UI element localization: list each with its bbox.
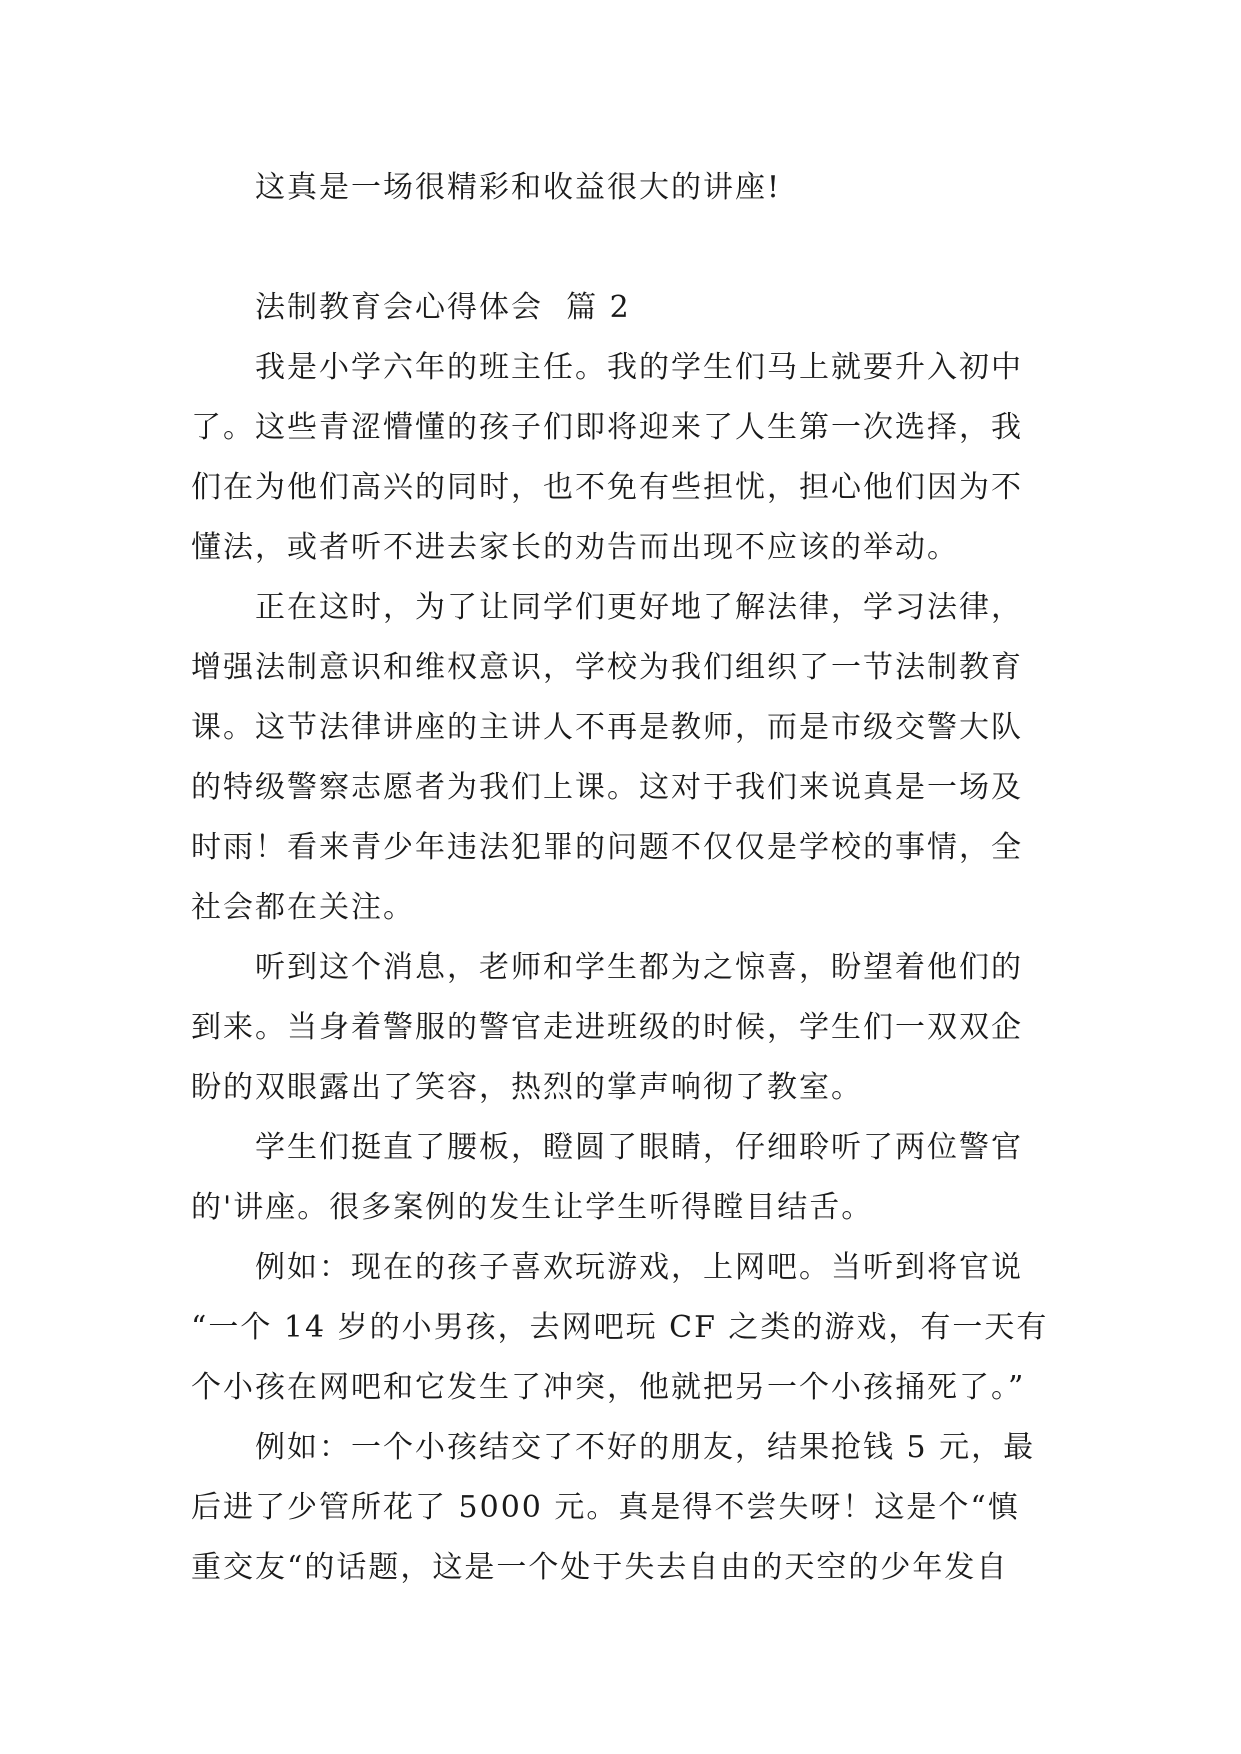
closing-sentence: 这真是一场很精彩和收益很大的讲座! [255, 170, 782, 205]
paragraph-2 [191, 578, 1051, 938]
document-body [191, 158, 1051, 1598]
paragraph-line: 重交友“的话题，这是一个处于失去自由的天空的少年发自 [191, 1550, 1009, 1585]
paragraph-line: 例如：现在的孩子喜欢玩游戏，上网吧。当听到将官说 [255, 1250, 1023, 1285]
paragraph-line: 我是小学六年的班主任。我的学生们马上就要升入初中 [255, 350, 1023, 385]
paragraph-line: “一个 14 岁的小男孩，去网吧玩 CF 之类的游戏，有一天有 [191, 1310, 1049, 1345]
paragraph-line: 社会都在关注。 [191, 890, 415, 925]
paragraph-line: 后进了少管所花了 5000 元。真是得不尝失呀！这是个“慎 [191, 1490, 1020, 1525]
paragraph-line: 的'讲座。很多案例的发生让学生听得瞠目结舌。 [191, 1190, 874, 1225]
blank-line [191, 218, 1051, 278]
paragraph-4 [191, 1118, 1051, 1238]
paragraph-line: 课。这节法律讲座的主讲人不再是教师，而是市级交警大队 [191, 710, 1023, 745]
paragraph-line: 时雨！看来青少年违法犯罪的问题不仅仅是学校的事情，全 [191, 830, 1023, 865]
paragraph-line: 懂法，或者听不进去家长的劝告而出现不应该的举动。 [191, 530, 959, 565]
paragraph-line: 们在为他们高兴的同时，也不免有些担忧，担心他们因为不 [191, 470, 1023, 505]
paragraph-3 [191, 938, 1051, 1118]
paragraph-5 [191, 1238, 1051, 1418]
paragraph-1 [191, 338, 1051, 578]
paragraph-line: 例如：一个小孩结交了不好的朋友，结果抢钱 5 元，最 [255, 1430, 1036, 1465]
section-heading: 法制教育会心得体会 篇 2 [255, 290, 631, 325]
paragraph-line: 增强法制意识和维权意识，学校为我们组织了一节法制教育 [191, 650, 1023, 685]
paragraph-line: 个小孩在网吧和它发生了冲突，他就把另一个小孩捅死了。” [191, 1370, 1026, 1405]
paragraph-line: 正在这时，为了让同学们更好地了解法律，学习法律， [255, 590, 1023, 625]
paragraph-line: 听到这个消息，老师和学生都为之惊喜，盼望着他们的 [255, 950, 1023, 985]
paragraph-line: 到来。当身着警服的警官走进班级的时候，学生们一双双企 [191, 1010, 1023, 1045]
paragraph-line: 的特级警察志愿者为我们上课。这对于我们来说真是一场及 [191, 770, 1023, 805]
paragraph-line: 了。这些青涩懵懂的孩子们即将迎来了人生第一次选择，我 [191, 410, 1023, 445]
paragraph-6 [191, 1418, 1051, 1598]
paragraph-line: 学生们挺直了腰板，瞪圆了眼睛，仔细聆听了两位警官 [255, 1130, 1023, 1165]
paragraph-line: 盼的双眼露出了笑容，热烈的掌声响彻了教室。 [191, 1070, 863, 1105]
